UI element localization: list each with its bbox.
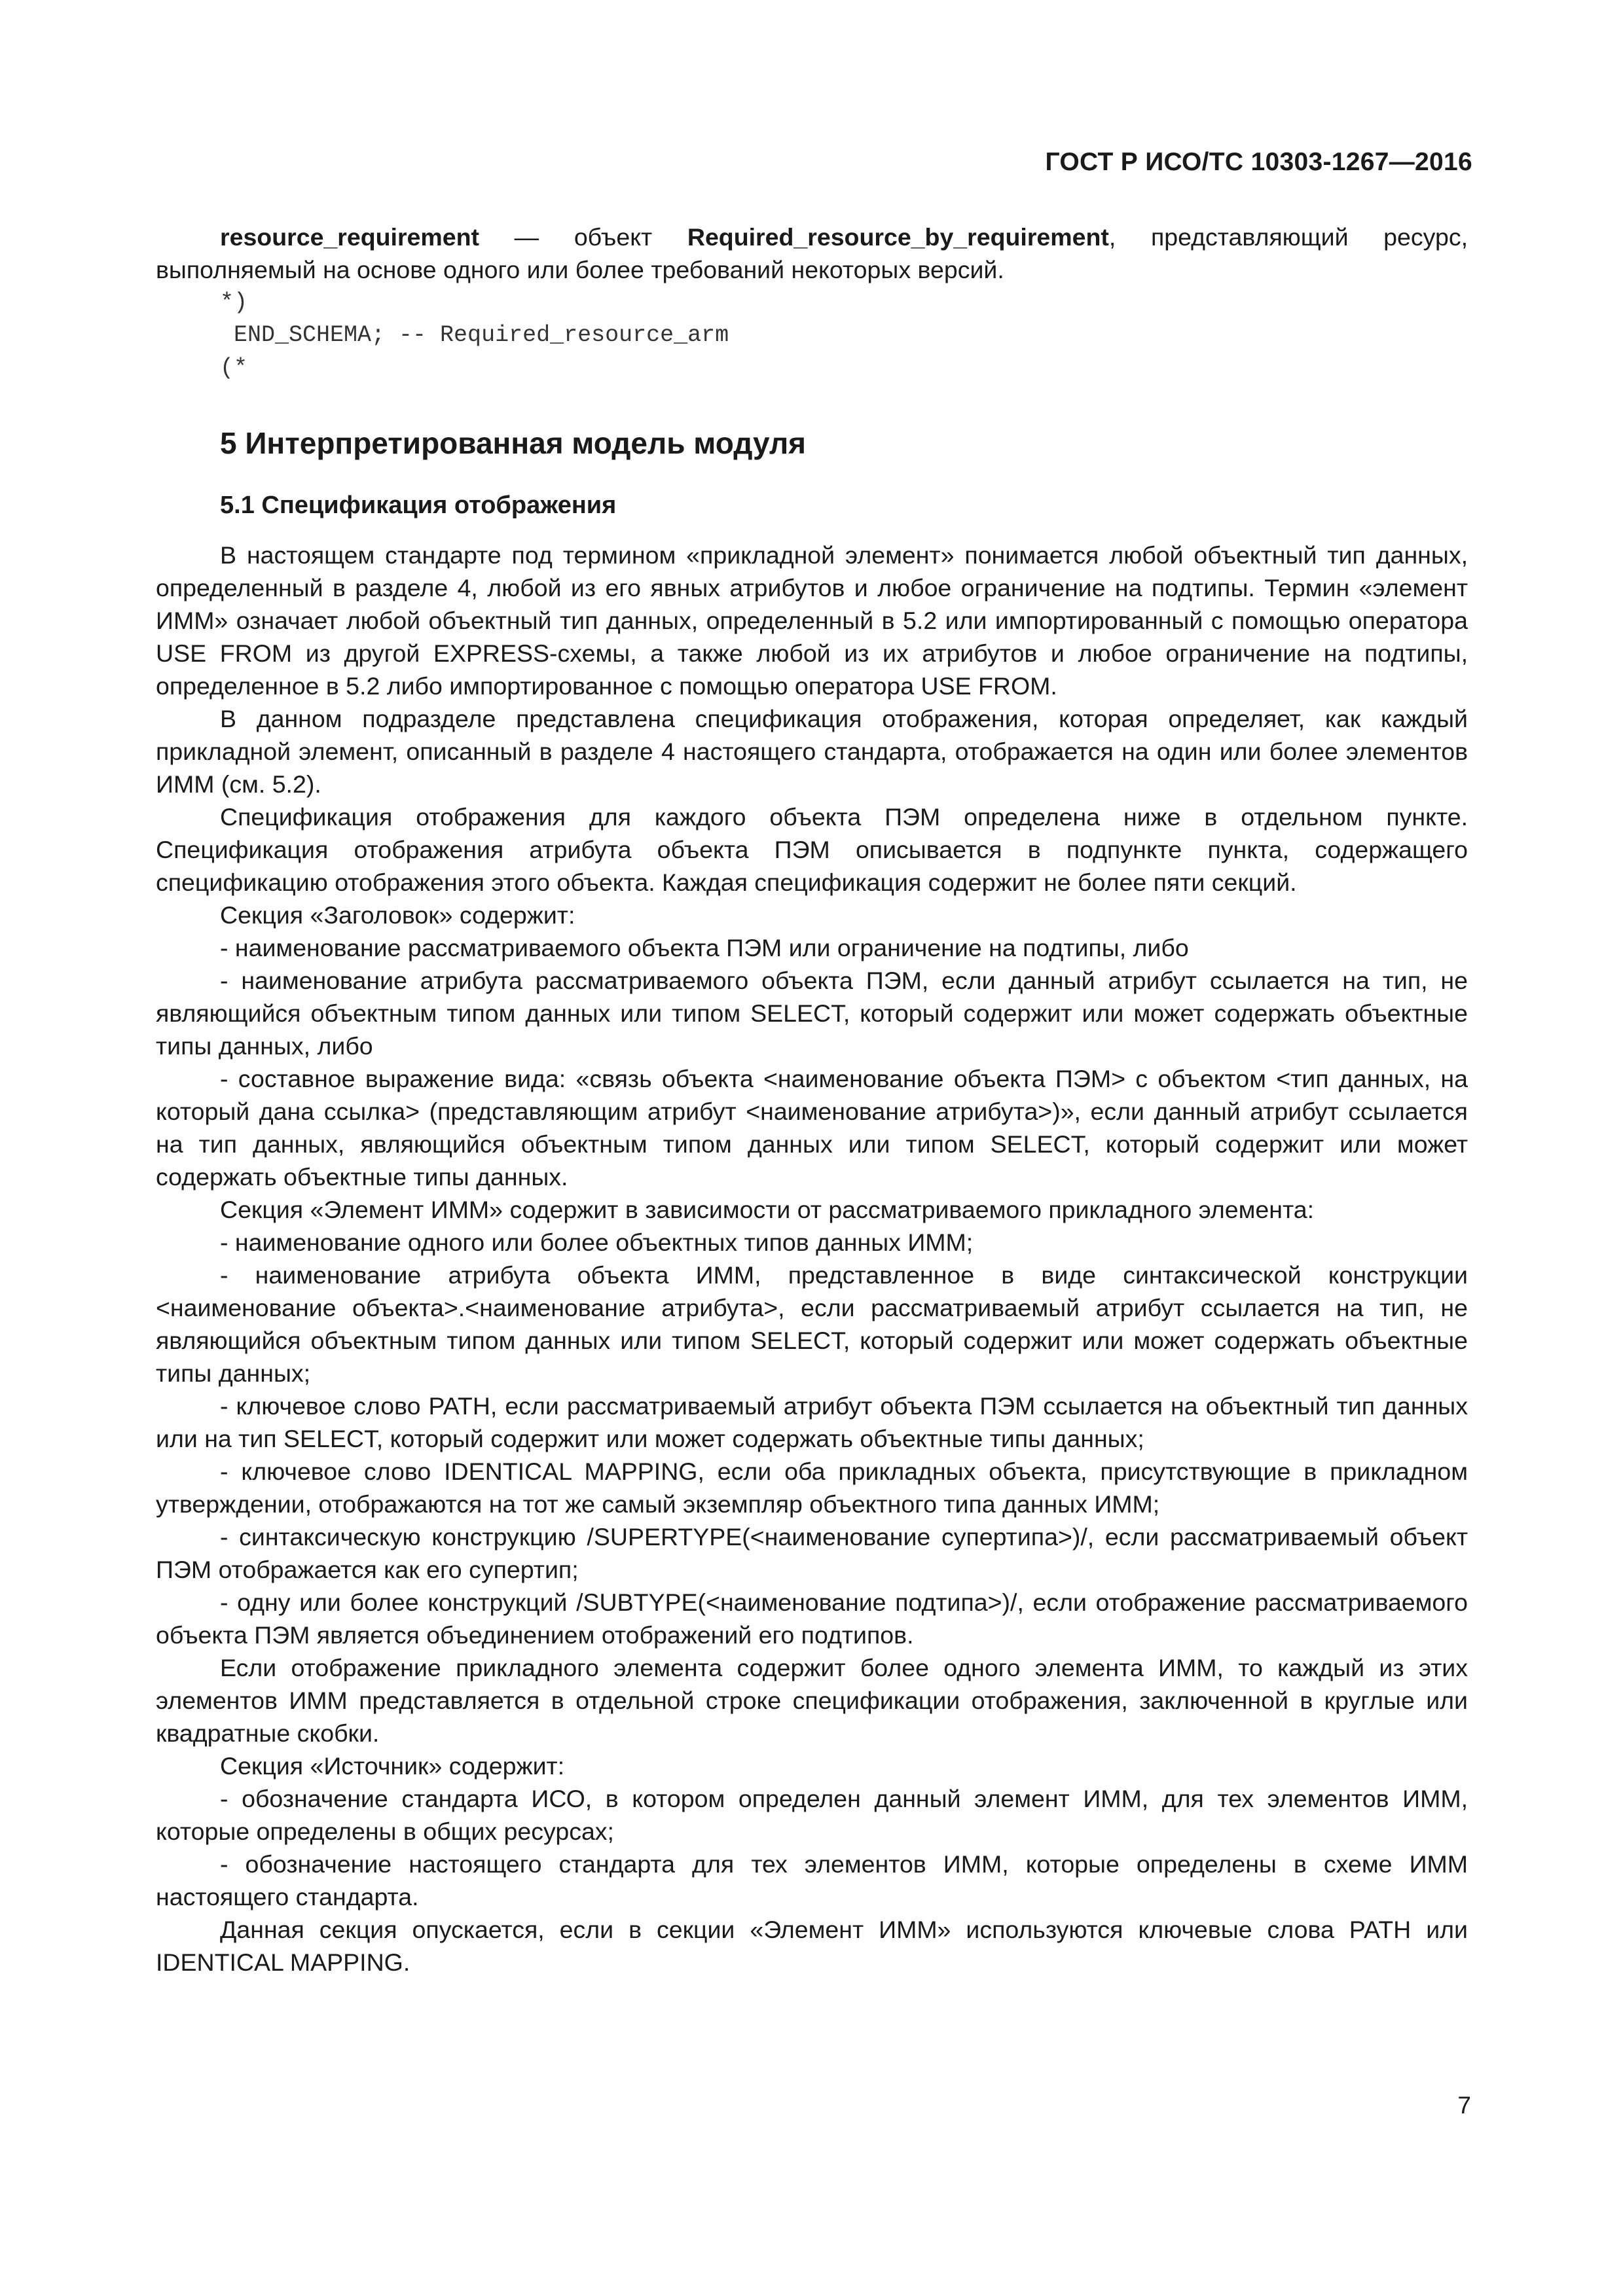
subsection-heading: 5.1 Спецификация отображения — [220, 492, 617, 519]
list-item: - наименование одного или более объектных типов данных ИММ; — [220, 1229, 974, 1256]
page-number: 7 — [1457, 2092, 1471, 2119]
intro-dash: — объект — [479, 223, 687, 251]
list-item: - составное выражение вида: «связь объекта <наименование объекта ПЭМ> с объектом <тип данных, на который дана ссылка> (представляющим атрибут <наименование атрибута>)», если данный атрибут ссылается на тип данных, являющийся объектным типом данных или типом SELECT, который содержит или может содержать объектные типы данных. — [156, 1065, 1468, 1191]
paragraph: Если отображение прикладного элемента содержит более одного элемента ИММ, то каждый из этих элементов ИММ представляется в отдельной строке спецификации отображения, заключенной в круглые или квадратные скобки. — [156, 1654, 1468, 1747]
paragraph: Данная секция опускается, если в секции «Элемент ИММ» используются ключевые слова PATH или IDENTICAL MAPPING. — [156, 1916, 1468, 1976]
list-item: - ключевое слово IDENTICAL MAPPING, если оба прикладных объекта, присутствующие в прикладном утверждении, отображаются на тот же самый экземпляр объектного типа данных ИММ; — [156, 1458, 1468, 1518]
list-item: - наименование атрибута объекта ИММ, представленное в виде синтаксической конструкции <наименование объекта>.<наименование атрибута>, если рассматриваемый атрибут ссылается на тип, не являющийся объектным типом данных или типом SELECT, который содержит или может содержать объектные типы данных; — [156, 1261, 1468, 1387]
paragraph: В настоящем стандарте под термином «прикладной элемент» понимается любой объектный тип данных, определенный в разделе 4, любой из его явных атрибутов и любое ограничение на подтипы. Термин «элемент ИММ» означает любой объектный тип данных, определенный в 5.2 или импортированный с помощью оператора USE FROM из другой EXPRESS-схемы, а также любой из их атрибутов и любое ограничение на подтипы, определенное в 5.2 либо импортированное с помощью оператора USE FROM. — [156, 541, 1468, 700]
section-heading: 5 Интерпретированная модель модуля — [220, 426, 807, 460]
list-item: - наименование рассматриваемого объекта ПЭМ или ограничение на подтипы, либо — [220, 934, 1189, 961]
intro-rest: , представляющий ресурс, выполняемый на основе одного или более требований некоторых версий. — [156, 223, 1468, 283]
document-id-header: ГОСТ Р ИСО/ТС 10303-1267—2016 — [1045, 148, 1472, 176]
paragraph: Спецификация отображения для каждого объекта ПЭМ определена ниже в отдельном пункте. Спецификация отображения атрибута объекта ПЭМ описывается в подпункте пункта, содержащего спецификацию отображения этого объекта. Каждая спецификация содержит не более пяти секций. — [156, 803, 1468, 896]
list-item: - обозначение стандарта ИСО, в котором определен данный элемент ИММ, для тех элементов ИММ, которые определены в общих ресурсах; — [156, 1785, 1468, 1845]
list-item: - наименование атрибута рассматриваемого объекта ПЭМ, если данный атрибут ссылается на тип, не являющийся объектным типом данных или типом SELECT, который содержит или может содержать объектные типы данных, либо — [156, 967, 1468, 1060]
intro-paragraph — [156, 221, 1468, 286]
object-name: Required_resource_by_requirement — [687, 223, 1109, 251]
code-line-1: *) — [220, 289, 248, 315]
page-content — [156, 221, 1468, 1979]
paragraph: Секция «Заголовок» содержит: — [220, 901, 575, 929]
list-item: - обозначение настоящего стандарта для тех элементов ИММ, которые определены в схеме ИММ настоящего стандарта. — [156, 1850, 1468, 1910]
paragraph: Секция «Элемент ИММ» содержит в зависимости от рассматриваемого прикладного элемента: — [220, 1196, 1315, 1223]
paragraph: В данном подразделе представлена спецификация отображения, которая определяет, как каждый прикладной элемент, описанный в разделе 4 настоящего стандарта, отображается на один или более элементов ИММ (см. 5.2). — [156, 705, 1468, 798]
list-item: - ключевое слово PATH, если рассматриваемый атрибут объекта ПЭМ ссылается на объектный тип данных или на тип SELECT, который содержит или может содержать объектные типы данных; — [156, 1392, 1468, 1452]
code-line-3: (* — [220, 355, 248, 381]
list-item: - синтаксическую конструкцию /SUPERTYPE(<наименование супертипа>)/, если рассматриваемый объект ПЭМ отображается как его супертип; — [156, 1523, 1468, 1583]
list-item: - одну или более конструкций /SUBTYPE(<наименование подтипа>)/, если отображение рассматриваемого объекта ПЭМ является объединением отображений его подтипов. — [156, 1588, 1468, 1649]
paragraph: Секция «Источник» содержит: — [220, 1752, 565, 1780]
code-line-2: END_SCHEMA; -- Required_resource_arm — [220, 322, 729, 348]
term-resource-requirement: resource_requirement — [220, 223, 480, 251]
